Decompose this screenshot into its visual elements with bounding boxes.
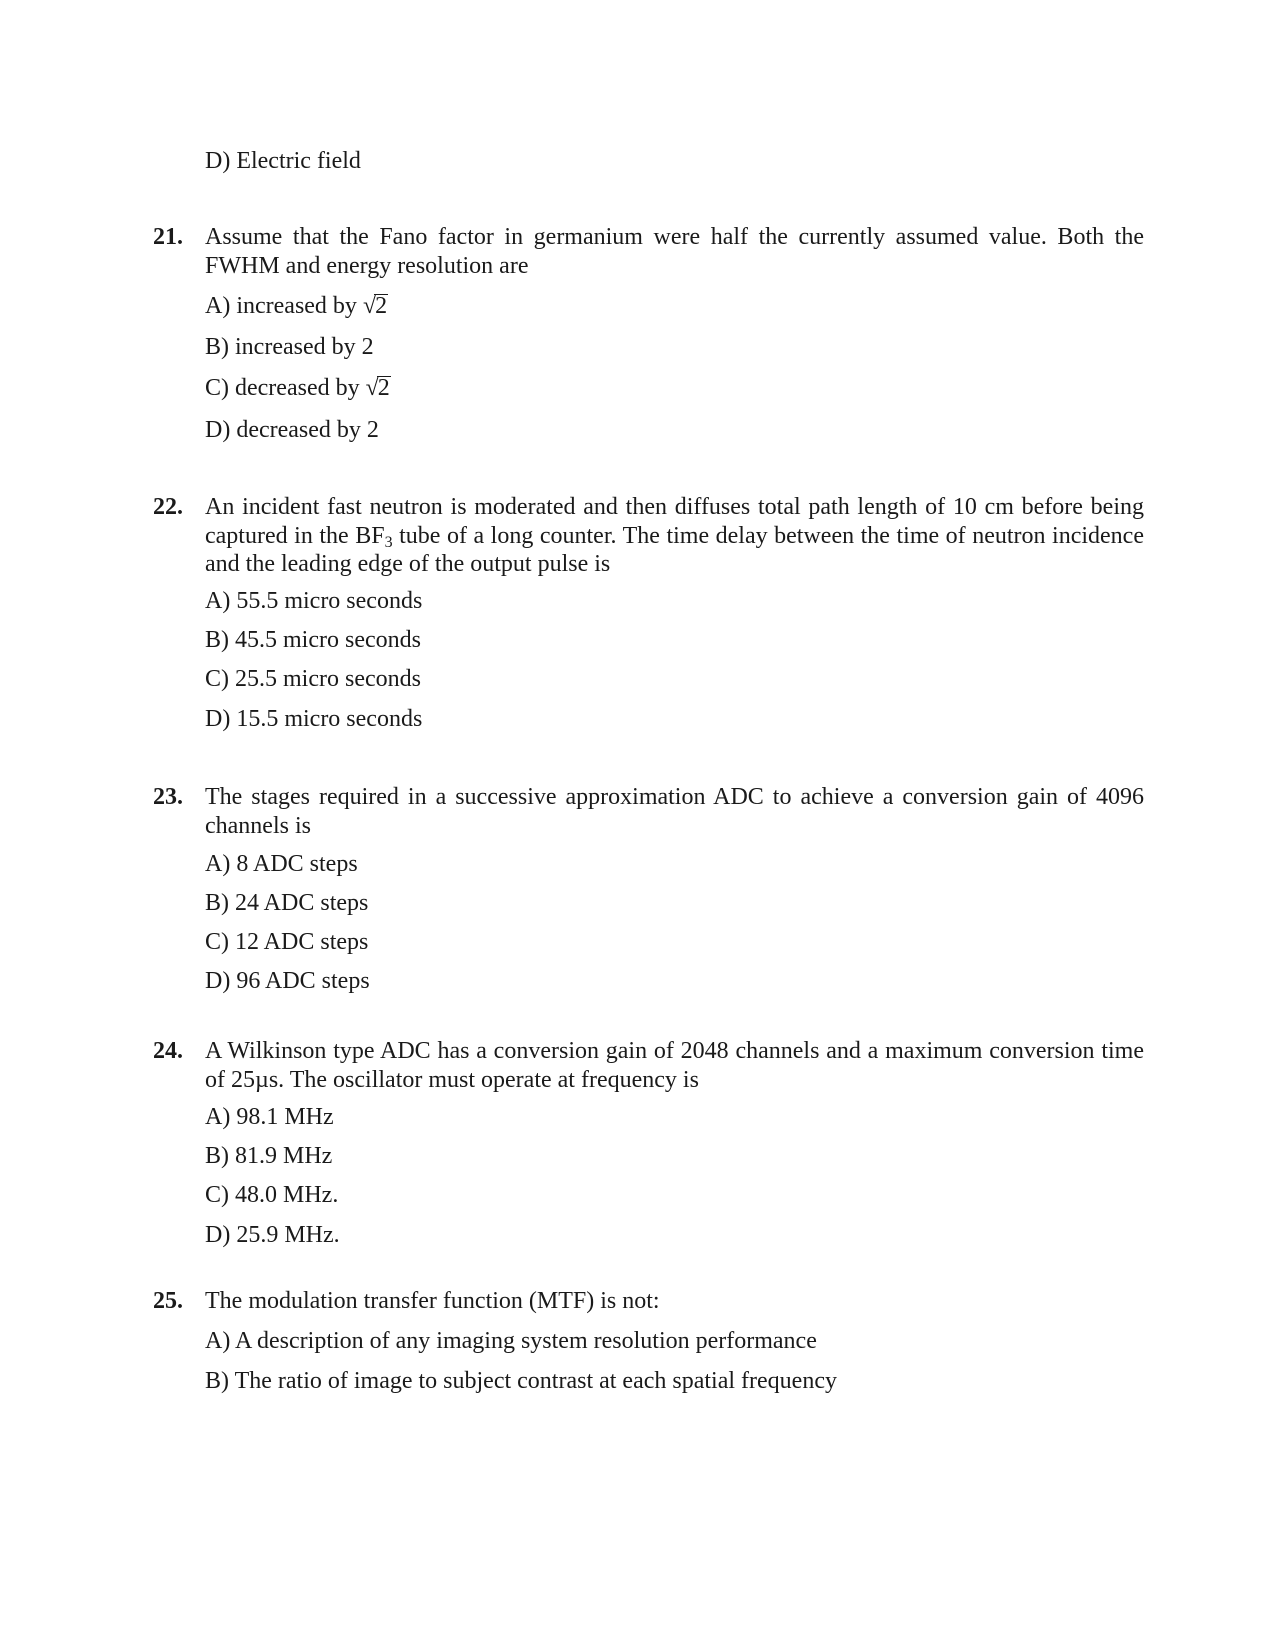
option-text: D) Electric field	[205, 148, 361, 174]
question-stem	[205, 493, 1144, 579]
option-text: C) 48.0 MHz.	[205, 1182, 339, 1208]
option-text: B) increased by 2	[205, 334, 374, 360]
option-text: B) 45.5 micro seconds	[205, 627, 421, 653]
square-root-expression: √2	[365, 375, 390, 401]
question-number: 24.	[153, 1038, 183, 1064]
option-text: D) decreased by 2	[205, 417, 379, 443]
option-text: C) 25.5 micro seconds	[205, 666, 421, 692]
option-text: C) 12 ADC steps	[205, 929, 369, 955]
question-number: 21.	[153, 224, 183, 250]
subscript: 3	[384, 533, 393, 551]
option-text: B) 24 ADC steps	[205, 890, 369, 916]
question-stem: The stages required in a successive approximation ADC to achieve a conversion gain of 4096 channels is	[205, 784, 1144, 839]
option-text: B) The ratio of image to subject contrast at each spatial frequency	[205, 1368, 837, 1394]
square-root-expression: √2	[362, 293, 388, 319]
question-stem: Assume that the Fano factor in germanium were half the currently assumed value. Both the FWHM and energy resolution are	[205, 224, 1144, 279]
option-prefix: C) decreased by	[205, 375, 366, 401]
option-text: A) 8 ADC steps	[205, 851, 358, 877]
radicand: 2	[377, 375, 390, 401]
question-number: 25.	[153, 1288, 183, 1314]
option-text	[205, 374, 391, 402]
option-text: A) 98.1 MHz	[205, 1104, 334, 1130]
option-text: D) 96 ADC steps	[205, 968, 370, 994]
option-prefix: A) increased by	[205, 293, 363, 319]
stem-part: tube of a long counter. The time delay between the time of neutron incidence and the leading edge of the output pulse is	[205, 522, 1144, 577]
option-text: B) 81.9 MHz	[205, 1143, 333, 1169]
radicand: 2	[375, 293, 388, 319]
option-text: A) 55.5 micro seconds	[205, 588, 423, 614]
option-text: A) A description of any imaging system resolution performance	[205, 1328, 817, 1354]
question-number: 22.	[153, 494, 183, 520]
question-stem: The modulation transfer function (MTF) is not:	[205, 1288, 660, 1314]
option-text	[205, 292, 388, 320]
stem-part: An incident fast neutron is moderated and then diffuses total path length of 10 cm before being captured in the BF	[205, 494, 1144, 549]
option-text: D) 25.9 MHz.	[205, 1222, 340, 1248]
option-text: D) 15.5 micro seconds	[205, 706, 423, 732]
question-number: 23.	[153, 784, 183, 810]
question-stem: A Wilkinson type ADC has a conversion gain of 2048 channels and a maximum conversion time of 25µs. The oscillator must operate at frequency is	[205, 1038, 1144, 1093]
